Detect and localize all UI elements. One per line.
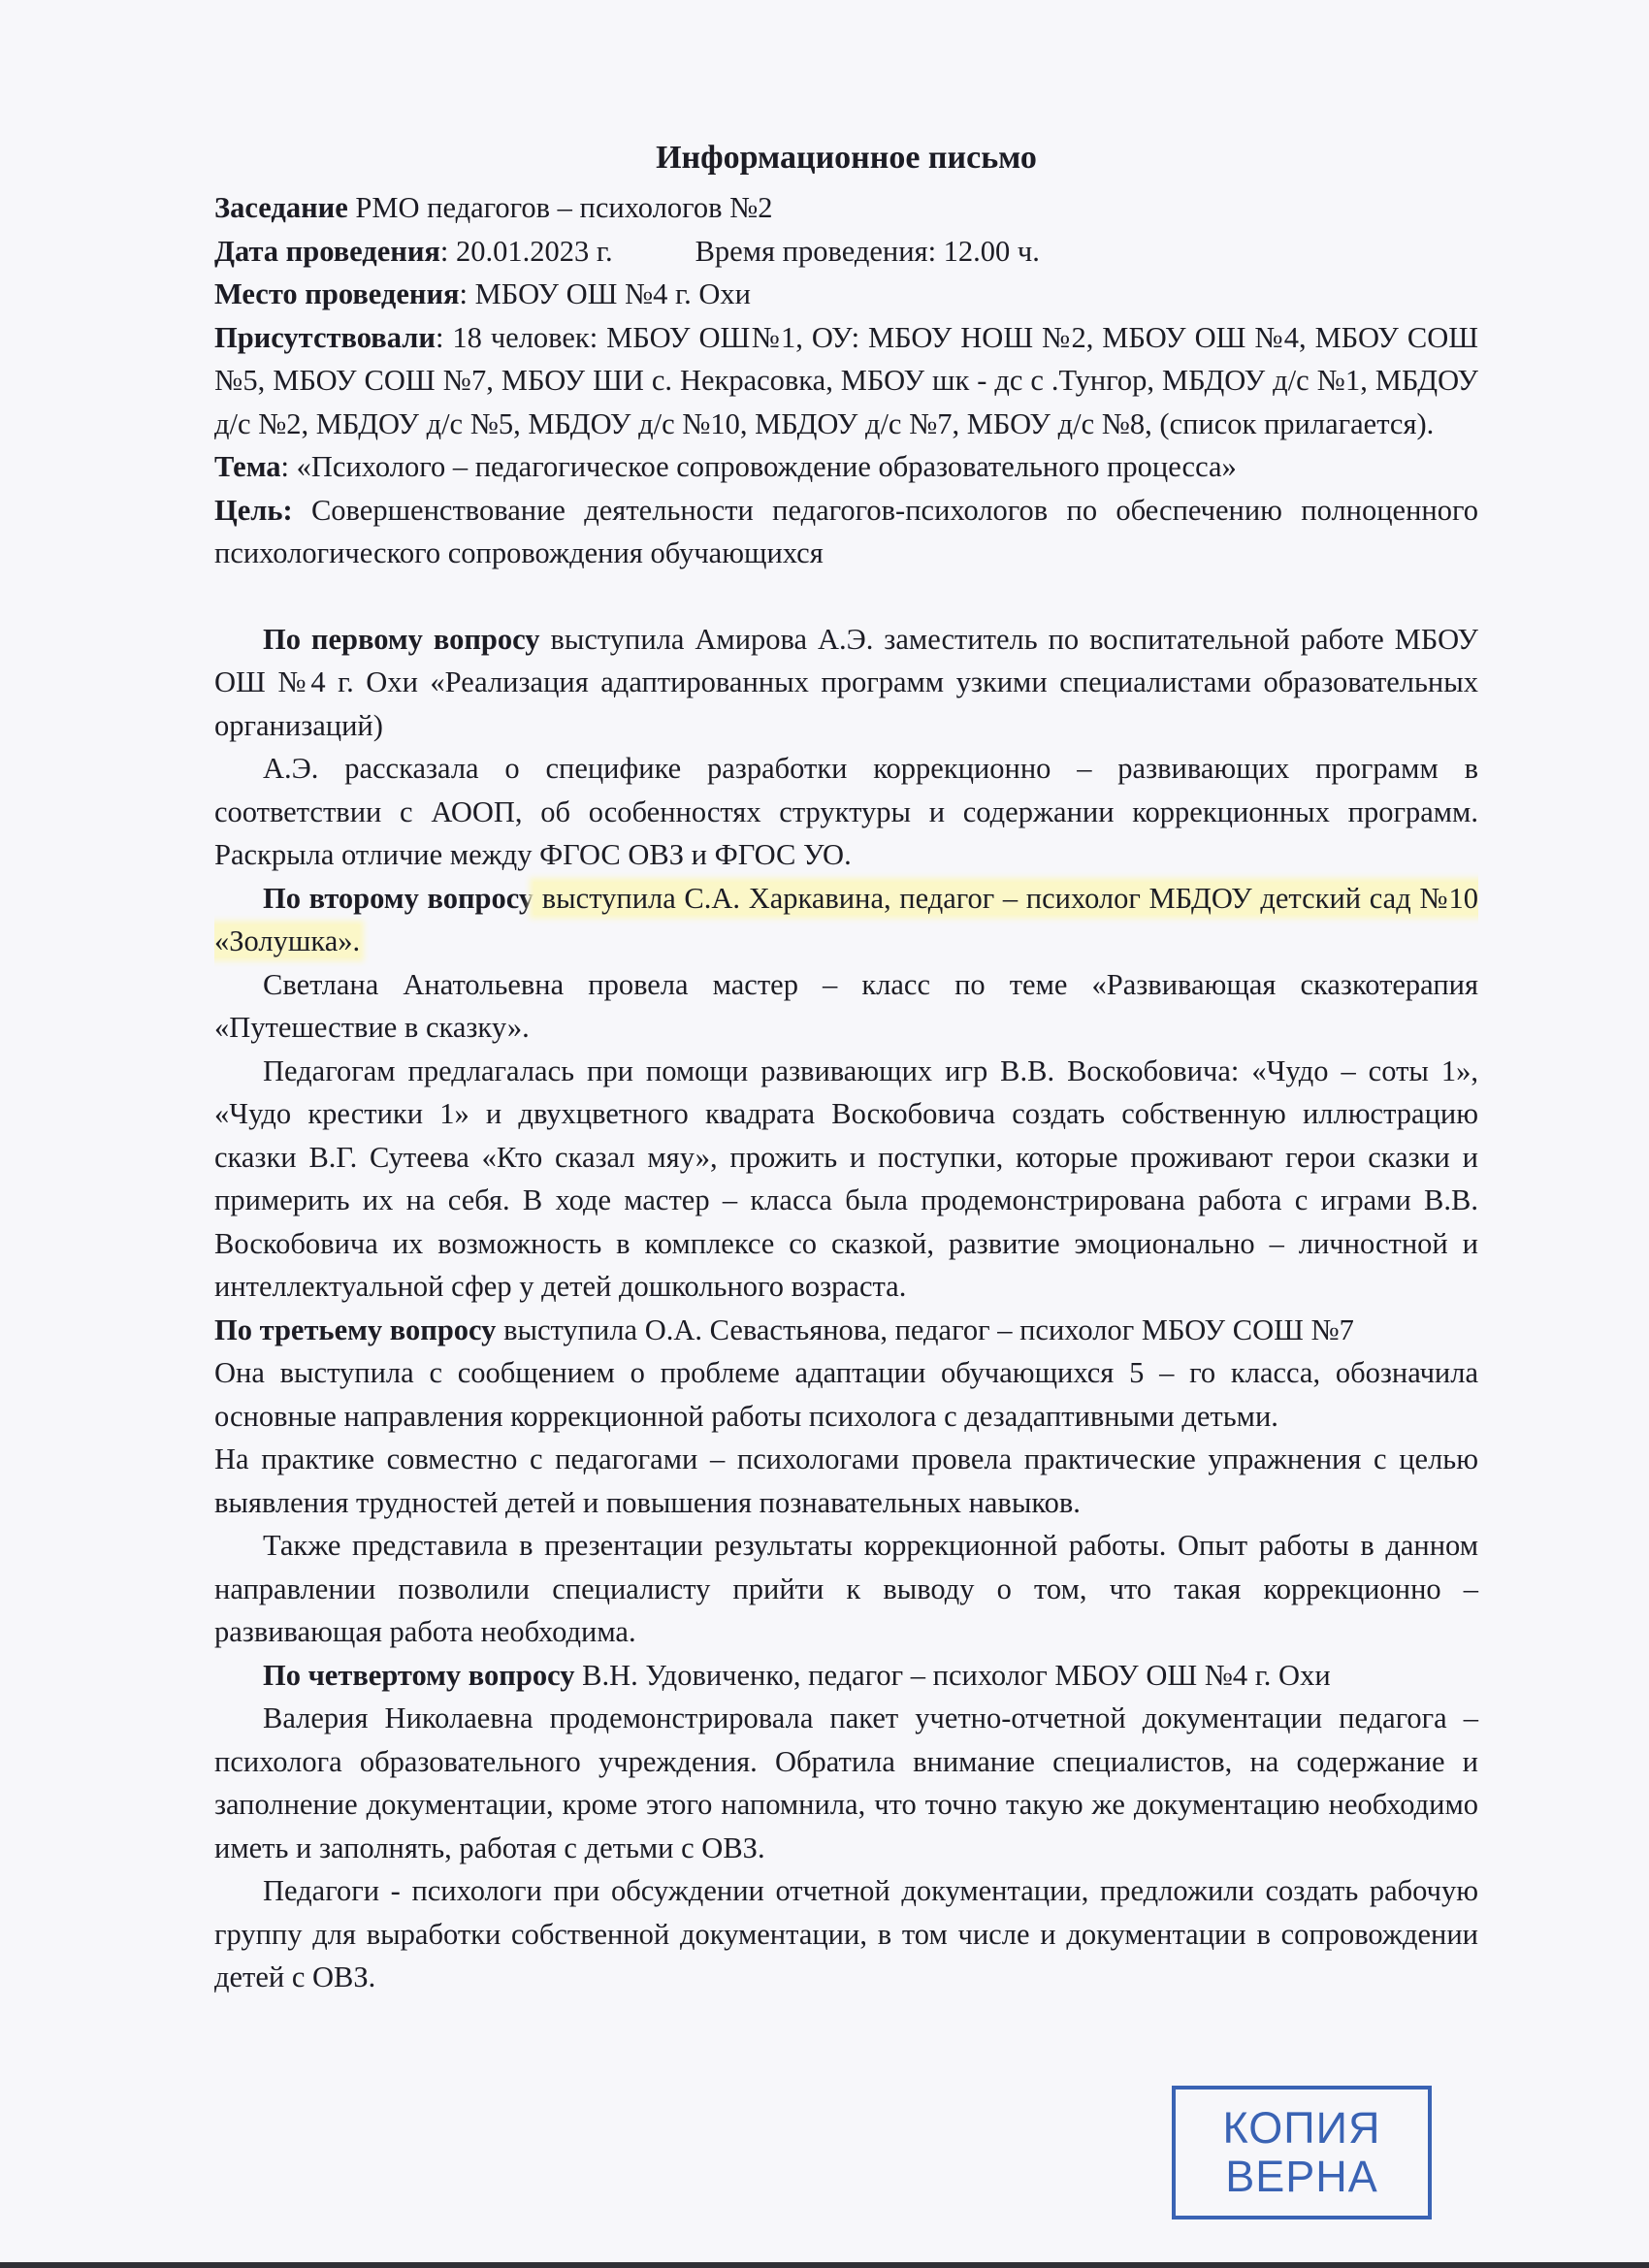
present-line xyxy=(214,316,1478,446)
q3-paragraph-4: Также представила в презентации результаты коррекционной работы. Опыт работы в данном направлении позволили специалисту прийти к выводу о том, что такая коррекционно – развивающая работа необходима. xyxy=(214,1529,1478,1648)
stamp-line-2: ВЕРНА xyxy=(1225,2152,1378,2201)
place-label: Место проведения xyxy=(214,277,460,310)
q3-paragraph xyxy=(214,1309,1478,1352)
q3-label: По третьему вопросу xyxy=(214,1312,497,1346)
date-label: Дата проведения xyxy=(214,234,440,268)
q4-paragraph xyxy=(214,1654,1478,1698)
q2-paragraph-2: Светлана Анатольевна провела мастер – класс по теме «Развивающая сказкотерапия «Путешествие в сказку». xyxy=(214,967,1478,1044)
q1-paragraph xyxy=(214,618,1478,748)
meeting-value: РМО педагогов – психологов №2 xyxy=(347,191,773,224)
place-value: : МБОУ ОШ №4 г. Охи xyxy=(459,277,751,310)
q2-label: По второму вопросу xyxy=(263,881,534,915)
present-label: Присутствовали xyxy=(214,320,436,354)
place-line xyxy=(214,273,1478,316)
q1-paragraph-2: А.Э. рассказала о специфике разработки коррекционно – развивающих программ в соответствии с АООП, об особенностях структуры и содержании коррекционных программ. Раскрыла отличие между ФГОС ОВЗ и ФГОС УО. xyxy=(214,752,1478,871)
scan-bottom-edge xyxy=(0,2262,1649,2268)
q1-text: выступила Амирова А.Э. заместитель по воспитательной работе МБОУ ОШ №4 г. Охи «Реализация адаптированных программ узкими специалистами образовательных организаций) xyxy=(214,622,1478,742)
time-text: Время проведения: 12.00 ч. xyxy=(695,234,1040,268)
stamp-line-1: КОПИЯ xyxy=(1222,2103,1381,2153)
date-time-line xyxy=(214,230,1478,274)
q2-paragraph xyxy=(214,877,1478,963)
q2-text-highlighted: выступила С.А. Харкавина, педагог – психолог МБДОУ детский сад №10 «Золушка». xyxy=(214,881,1478,957)
topic-value: : «Психолого – педагогическое сопровождение образовательного процесса» xyxy=(280,450,1237,483)
goal-value: Совершенствование деятельности педагогов-психологов по обеспечению полноценного психологического сопровождения обучающихся xyxy=(214,493,1478,569)
copy-verified-stamp xyxy=(1172,2086,1432,2219)
topic-line xyxy=(214,445,1478,489)
meeting-line xyxy=(214,186,1478,230)
q3-paragraph-3: На практике совместно с педагогами – психологами провела практические упражнения с целью выявления трудностей детей и повышения познавательных навыков. xyxy=(214,1442,1478,1519)
q2-paragraph-3: Педагогам предлагалась при помощи развивающих игр В.В. Воскобовича: «Чудо – соты 1», «Чудо крестики 1» и двухцветного квадрата Воскобовича создать собственную иллюстрацию сказки В.Г. Сутеева «Кто сказал мяу», прожить и поступки, которые проживают герои сказки и примерить их на себя. В ходе мастер – класса была продемонстрирована работа с играми В.В. Воскобовича их возможность в комплексе со сказкой, развитие эмоционально – личностной и интеллектуальной сфер у детей дошкольного возраста. xyxy=(214,1053,1478,1303)
present-value: : 18 человек: МБОУ ОШ№1, ОУ: МБОУ НОШ №2, МБОУ ОШ №4, МБОУ СОШ №5, МБОУ СОШ №7, МБОУ ШИ с. Некрасовка, МБОУ шк - дс с .Тунгор, МБДОУ д/с №1, МБДОУ д/с №2, МБДОУ д/с №5, МБДОУ д/с №10, МБДОУ д/с №7, МБОУ д/с №8, (список прилагается). xyxy=(214,320,1478,440)
q4-label: По четвертому вопросу xyxy=(263,1658,575,1692)
q3-paragraph-2: Она выступила с сообщением о проблеме адаптации обучающихся 5 – го класса, обозначила основные направления коррекционной работы психолога с дезадаптивными детьми. xyxy=(214,1356,1478,1433)
q1-label: По первому вопросу xyxy=(263,622,540,656)
goal-label: Цель: xyxy=(214,493,293,527)
q3-text: выступила О.А. Севастьянова, педагог – психолог МБОУ СОШ №7 xyxy=(496,1312,1354,1346)
meeting-label: Заседание xyxy=(214,191,348,224)
topic-label: Тема xyxy=(214,450,281,483)
date-value: : 20.01.2023 г. xyxy=(439,234,613,268)
document-title: Информационное письмо xyxy=(656,140,1037,176)
q4-text: В.Н. Удовиченко, педагог – психолог МБОУ ОШ №4 г. Охи xyxy=(574,1658,1331,1692)
q4-paragraph-3: Педагоги - психологи при обсуждении отчетной документации, предложили создать рабочую группу для выработки собственной документации, в том числе и документации в сопровождении детей с ОВЗ. xyxy=(214,1874,1478,1993)
goal-line xyxy=(214,489,1478,575)
q4-paragraph-2: Валерия Николаевна продемонстрировала пакет учетно-отчетной документации педагога – психолога образовательного учреждения. Обратила внимание специалистов, на содержание и заполнение документации, кроме этого напомнила, что точно такую же документацию необходимо иметь и заполнять, работая с детьми с ОВЗ. xyxy=(214,1701,1478,1864)
